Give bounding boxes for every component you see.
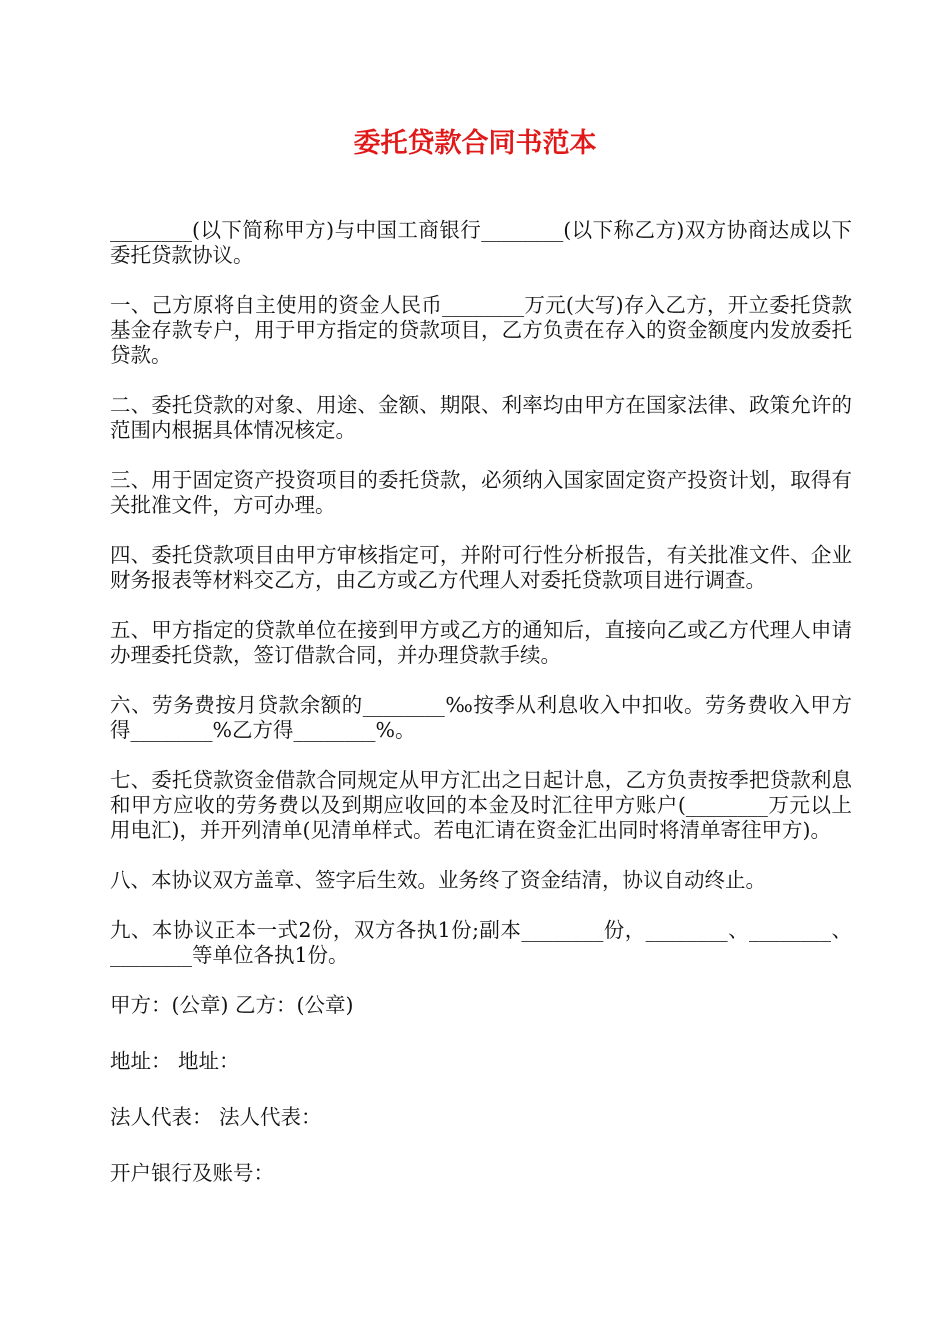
signature-party-seals: 甲方：(公章) 乙方：(公章) [110,993,354,1017]
clause-9: 九、本协议正本一式2份，双方各执1份;副本________份，________、________、________等单位各执1份。 [110,918,852,967]
clause-2: 二、委托贷款的对象、用途、金额、期限、利率均由甲方在国家法律、政策允许的范围内根据具体情况核定。 [110,393,852,442]
document-title: 委托贷款合同书范本 [353,128,597,159]
clause-8: 八、本协议双方盖章、签字后生效。业务终了资金结清，协议自动终止。 [110,868,766,892]
signature-bank-account: 开户银行及账号： [110,1161,274,1185]
clause-3: 三、用于固定资产投资项目的委托贷款，必须纳入国家固定资产投资计划，取得有关批准文件，方可办理。 [110,468,852,517]
intro-paragraph: ________(以下简称甲方)与中国工商银行________(以下称乙方)双方协商达成以下委托贷款协议。 [110,218,852,267]
clause-5: 五、甲方指定的贷款单位在接到甲方或乙方的通知后，直接向乙或乙方代理人申请办理委托贷款，签订借款合同，并办理贷款手续。 [110,618,852,667]
document-body [110,218,852,1217]
clause-4: 四、委托贷款项目由甲方审核指定可，并附可行性分析报告，有关批准文件、企业财务报表等材料交乙方，由乙方或乙方代理人对委托贷款项目进行调查。 [110,543,852,592]
clause-1: 一、己方原将自主使用的资金人民币________万元(大写)存入乙方，开立委托贷款基金存款专户，用于甲方指定的贷款项目，乙方负责在存入的资金额度内发放委托贷款。 [110,293,852,367]
clause-7: 七、委托贷款资金借款合同规定从甲方汇出之日起计息，乙方负责按季把贷款利息和甲方应收的劳务费以及到期应收回的本金及时汇往甲方账户(________万元以上用电汇)，并开列清单(见清单样式。若电汇请在资金汇出同时将清单寄往甲方)。 [110,768,852,842]
signature-addresses: 地址： 地址： [110,1049,240,1073]
clause-6: 六、劳务费按月贷款余额的________‰按季从利息收入中扣收。劳务费收入甲方得________%乙方得________%。 [110,693,852,742]
signature-legal-representatives: 法人代表： 法人代表： [110,1105,322,1129]
